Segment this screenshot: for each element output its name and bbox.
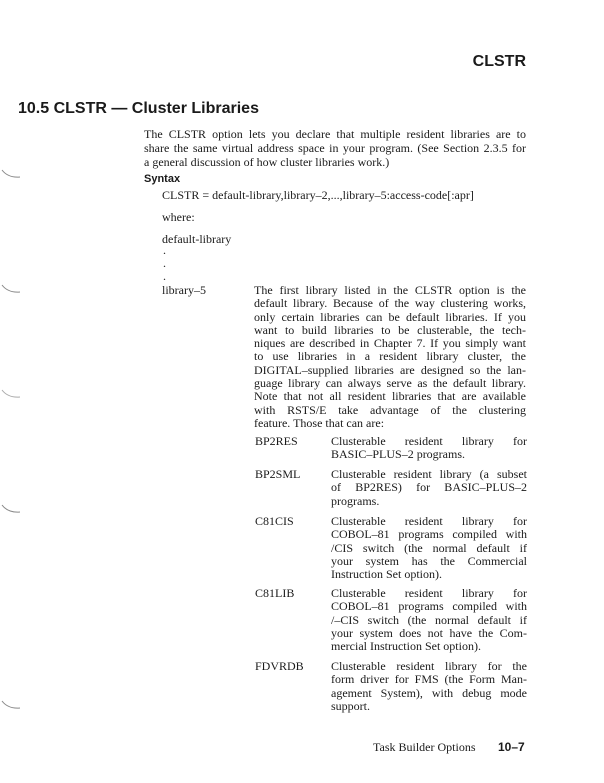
footer-title: Task Builder Options: [373, 740, 476, 754]
margin-mark-icon: [0, 699, 22, 711]
text-line: only certain libraries can be default libraries. If you: [254, 309, 526, 324]
text-line: COBOL–81 programs compiled with: [331, 599, 527, 614]
text-line: /CIS switch (the normal default if: [331, 540, 527, 555]
param-dot: .: [163, 256, 166, 270]
text-line: Clusterable resident library (a subset: [331, 467, 527, 481]
syntax-label: Syntax: [144, 173, 181, 185]
text-line: /–CIS switch (the normal default if: [331, 612, 527, 627]
library-name: BP2RES: [255, 434, 298, 448]
text-line: support.: [331, 698, 370, 713]
library-description: [331, 435, 527, 462]
margin-mark-icon: [0, 168, 22, 180]
text-line: guage library can always serve as the default library.: [254, 376, 526, 391]
text-line: Clusterable resident library for: [331, 514, 527, 528]
param-dot: .: [163, 269, 166, 283]
footer-page-number: 10–7: [498, 740, 525, 754]
param-library-5: library–5: [162, 283, 206, 297]
section-heading: 10.5 CLSTR — Cluster Libraries: [18, 100, 259, 117]
text-line: a general discussion of how cluster libraries work.): [144, 155, 390, 169]
text-line: programs.: [331, 493, 380, 508]
margin-mark-icon: [0, 503, 22, 515]
param-default-library: default-library: [162, 232, 232, 246]
library-name: BP2SML: [255, 467, 301, 481]
text-line: form driver for FMS (the Form Man-: [331, 672, 527, 687]
text-line: default library. Because of the way clustering works,: [254, 296, 526, 311]
intro-paragraph: [144, 127, 526, 169]
library-name: FDVRDB: [255, 659, 304, 673]
text-line: BASIC–PLUS–2 programs.: [331, 447, 466, 462]
text-line: COBOL–81 programs compiled with: [331, 527, 527, 542]
text-line: feature. Those that can are:: [254, 415, 385, 430]
text-line: The first library listed in the CLSTR option is the: [254, 283, 526, 297]
text-line: your system has the Commercial: [331, 553, 527, 568]
text-line: want to build libraries to be clusterable, the tech-: [254, 322, 526, 337]
library-description: [331, 515, 527, 581]
library-description: [331, 587, 527, 653]
library-name: C81LIB: [255, 586, 295, 600]
text-line: Note that not all resident libraries that are available: [254, 389, 526, 404]
running-header: CLSTR: [472, 53, 526, 70]
param-dot: .: [163, 243, 166, 257]
library-name: C81CIS: [255, 514, 294, 528]
text-line: share the same virtual address space in your program. (See Section 2.3.5 for: [144, 141, 526, 155]
text-line: Clusterable resident library for the: [331, 659, 527, 673]
text-line: mercial Instruction Set option).: [331, 639, 481, 654]
where-label: where:: [162, 210, 195, 224]
text-line: of BP2RES) for BASIC–PLUS–2: [331, 480, 527, 495]
text-line: your system does not have the Com-: [331, 625, 527, 640]
text-line: agement System), with debug mode: [331, 685, 527, 700]
library-description: [331, 660, 527, 713]
margin-mark-icon: [0, 388, 22, 400]
param-description: [254, 284, 526, 430]
text-line: to use libraries in a resident library cluster, the: [254, 349, 526, 364]
text-line: with RSTS/E take advantage of the clustering: [254, 402, 526, 417]
margin-mark-icon: [0, 283, 22, 295]
library-description: [331, 468, 527, 508]
text-line: Clusterable resident library for: [331, 434, 527, 448]
text-line: DIGITAL–supplied libraries are designed so the lan-: [254, 362, 526, 377]
text-line: Clusterable resident library for: [331, 586, 527, 600]
syntax-line: CLSTR = default-library,library–2,...,library–5:access-code[:apr]: [162, 188, 474, 202]
text-line: niques are described in Chapter 7. If you simply want: [254, 336, 526, 351]
text-line: Instruction Set option).: [331, 567, 442, 582]
text-line: The CLSTR option lets you declare that multiple resident libraries are to: [144, 127, 526, 141]
